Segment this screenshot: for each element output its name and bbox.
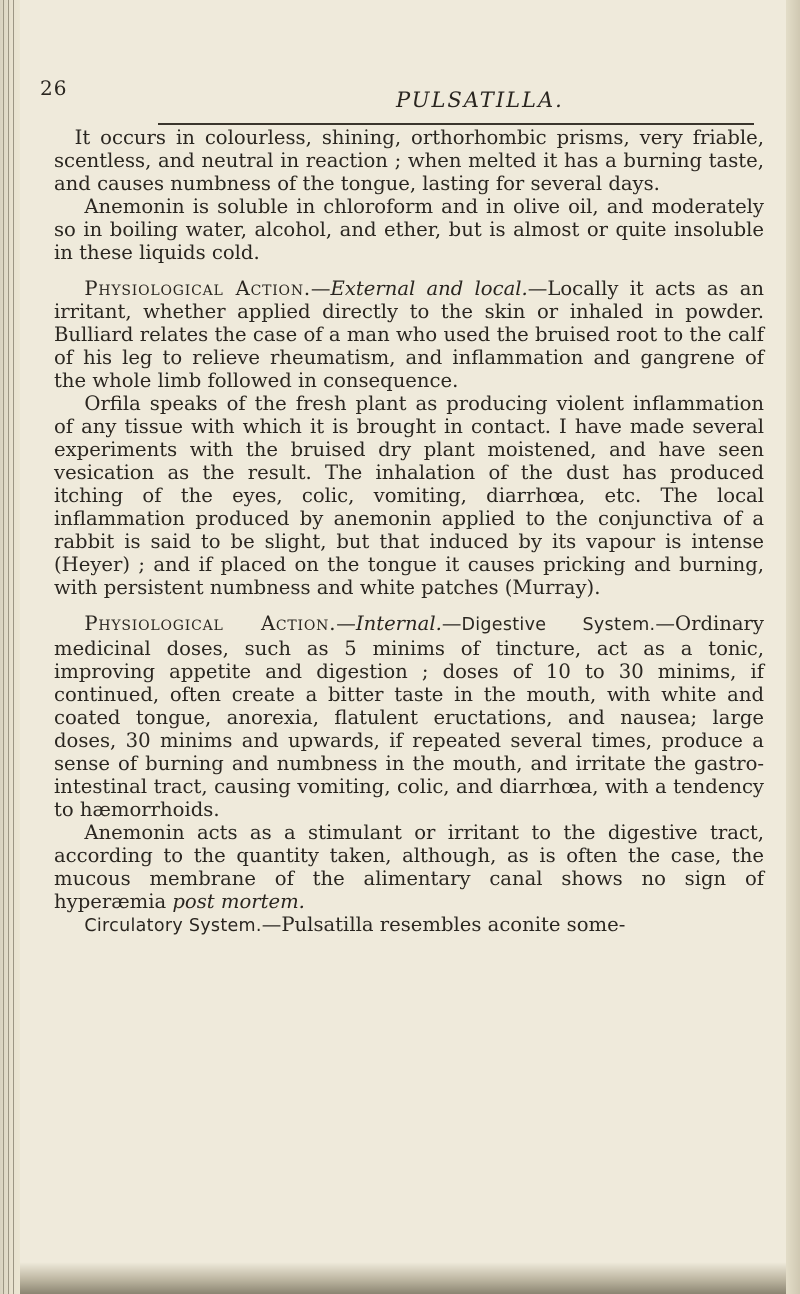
bottom-page-edge (20, 1262, 786, 1294)
paragraph (54, 612, 764, 821)
subsection-heading: Digestive System. (461, 615, 656, 635)
header-rule (158, 123, 754, 125)
paragraph: It occurs in colourless, shining, orthorhombic prisms, very friable, scentless, and neutral in reaction ; when melted it has a burning taste, and causes numbness of the tongue, lasting for several days. (54, 126, 764, 195)
italic-subtitle: External and local. (330, 277, 528, 300)
section-heading: Physiological Action. (84, 612, 337, 635)
dash: — (441, 612, 462, 635)
dash: — (336, 612, 356, 635)
gutter-line (13, 0, 14, 1294)
italic-phrase: post mortem. (172, 890, 305, 913)
paragraph (54, 913, 764, 938)
dash: — (310, 277, 331, 300)
paragraph (54, 821, 764, 913)
paragraph-text: Anemonin acts as a stimulant or irritant to the digestive tract, according to the quantity taken, although, as is often the case, the mucous membrane of the alimentary canal shows no sign of hyperæmia (54, 821, 764, 913)
gutter-line (8, 0, 9, 1294)
paragraph-text: —Pulsatilla resembles aconite some- (261, 913, 626, 936)
running-title: PULSATILLA. (396, 88, 564, 112)
italic-subtitle: Internal. (355, 612, 442, 635)
paragraph-text: —Locally it acts as an irritant, whether applied directly to the skin or inhaled in powder. Bulliard relates the case of a man who used the bruised root to the calf of his leg to relieve rheumatism, and inflammation and gangrene of the whole limb followed in consequence. (54, 277, 764, 392)
paragraph: Anemonin is soluble in chloroform and in olive oil, and moderately so in boiling water, alcohol, and ether, but is almost or quite insoluble in these liquids cold. (54, 195, 764, 264)
page-number: 26 (40, 76, 68, 100)
section-heading: Physiological Action. (84, 277, 311, 300)
gutter-line (3, 0, 4, 1294)
left-binding-gutter (0, 0, 20, 1294)
right-page-edge (786, 0, 800, 1294)
paragraph (54, 277, 764, 392)
subsection-heading: Circulatory System. (84, 916, 262, 936)
paragraph-text: —Ordinary medicinal doses, such as 5 minims of tincture, act as a tonic, improving appetite and digestion ; doses of 10 to 30 minims, if continued, often create a bitter taste in the mouth, with white and coated tongue, anorexia, flatulent eructations, and nausea; large doses, 30 minims and upwards, if repeated several times, produce a sense of burning and numbness in the mouth, and irritate the gastro-intestinal tract, causing vomiting, colic, and diarrhœa, with a tendency to hæmorrhoids. (54, 612, 764, 821)
body-text (54, 126, 764, 938)
paragraph: Orfila speaks of the fresh plant as producing violent inflammation of any tissue with which it is brought in contact. I have made several experiments with the bruised dry plant moistened, and have seen vesication as the result. The inhalation of the dust has produced itching of the eyes, colic, vomiting, diarrhœa, etc. The local inflammation produced by anemonin applied to the conjunctiva of a rabbit is said to be slight, but that induced by its vapour is intense (Heyer) ; and if placed on the tongue it causes pricking and burning, with persistent numbness and white patches (Murray). (54, 392, 764, 599)
